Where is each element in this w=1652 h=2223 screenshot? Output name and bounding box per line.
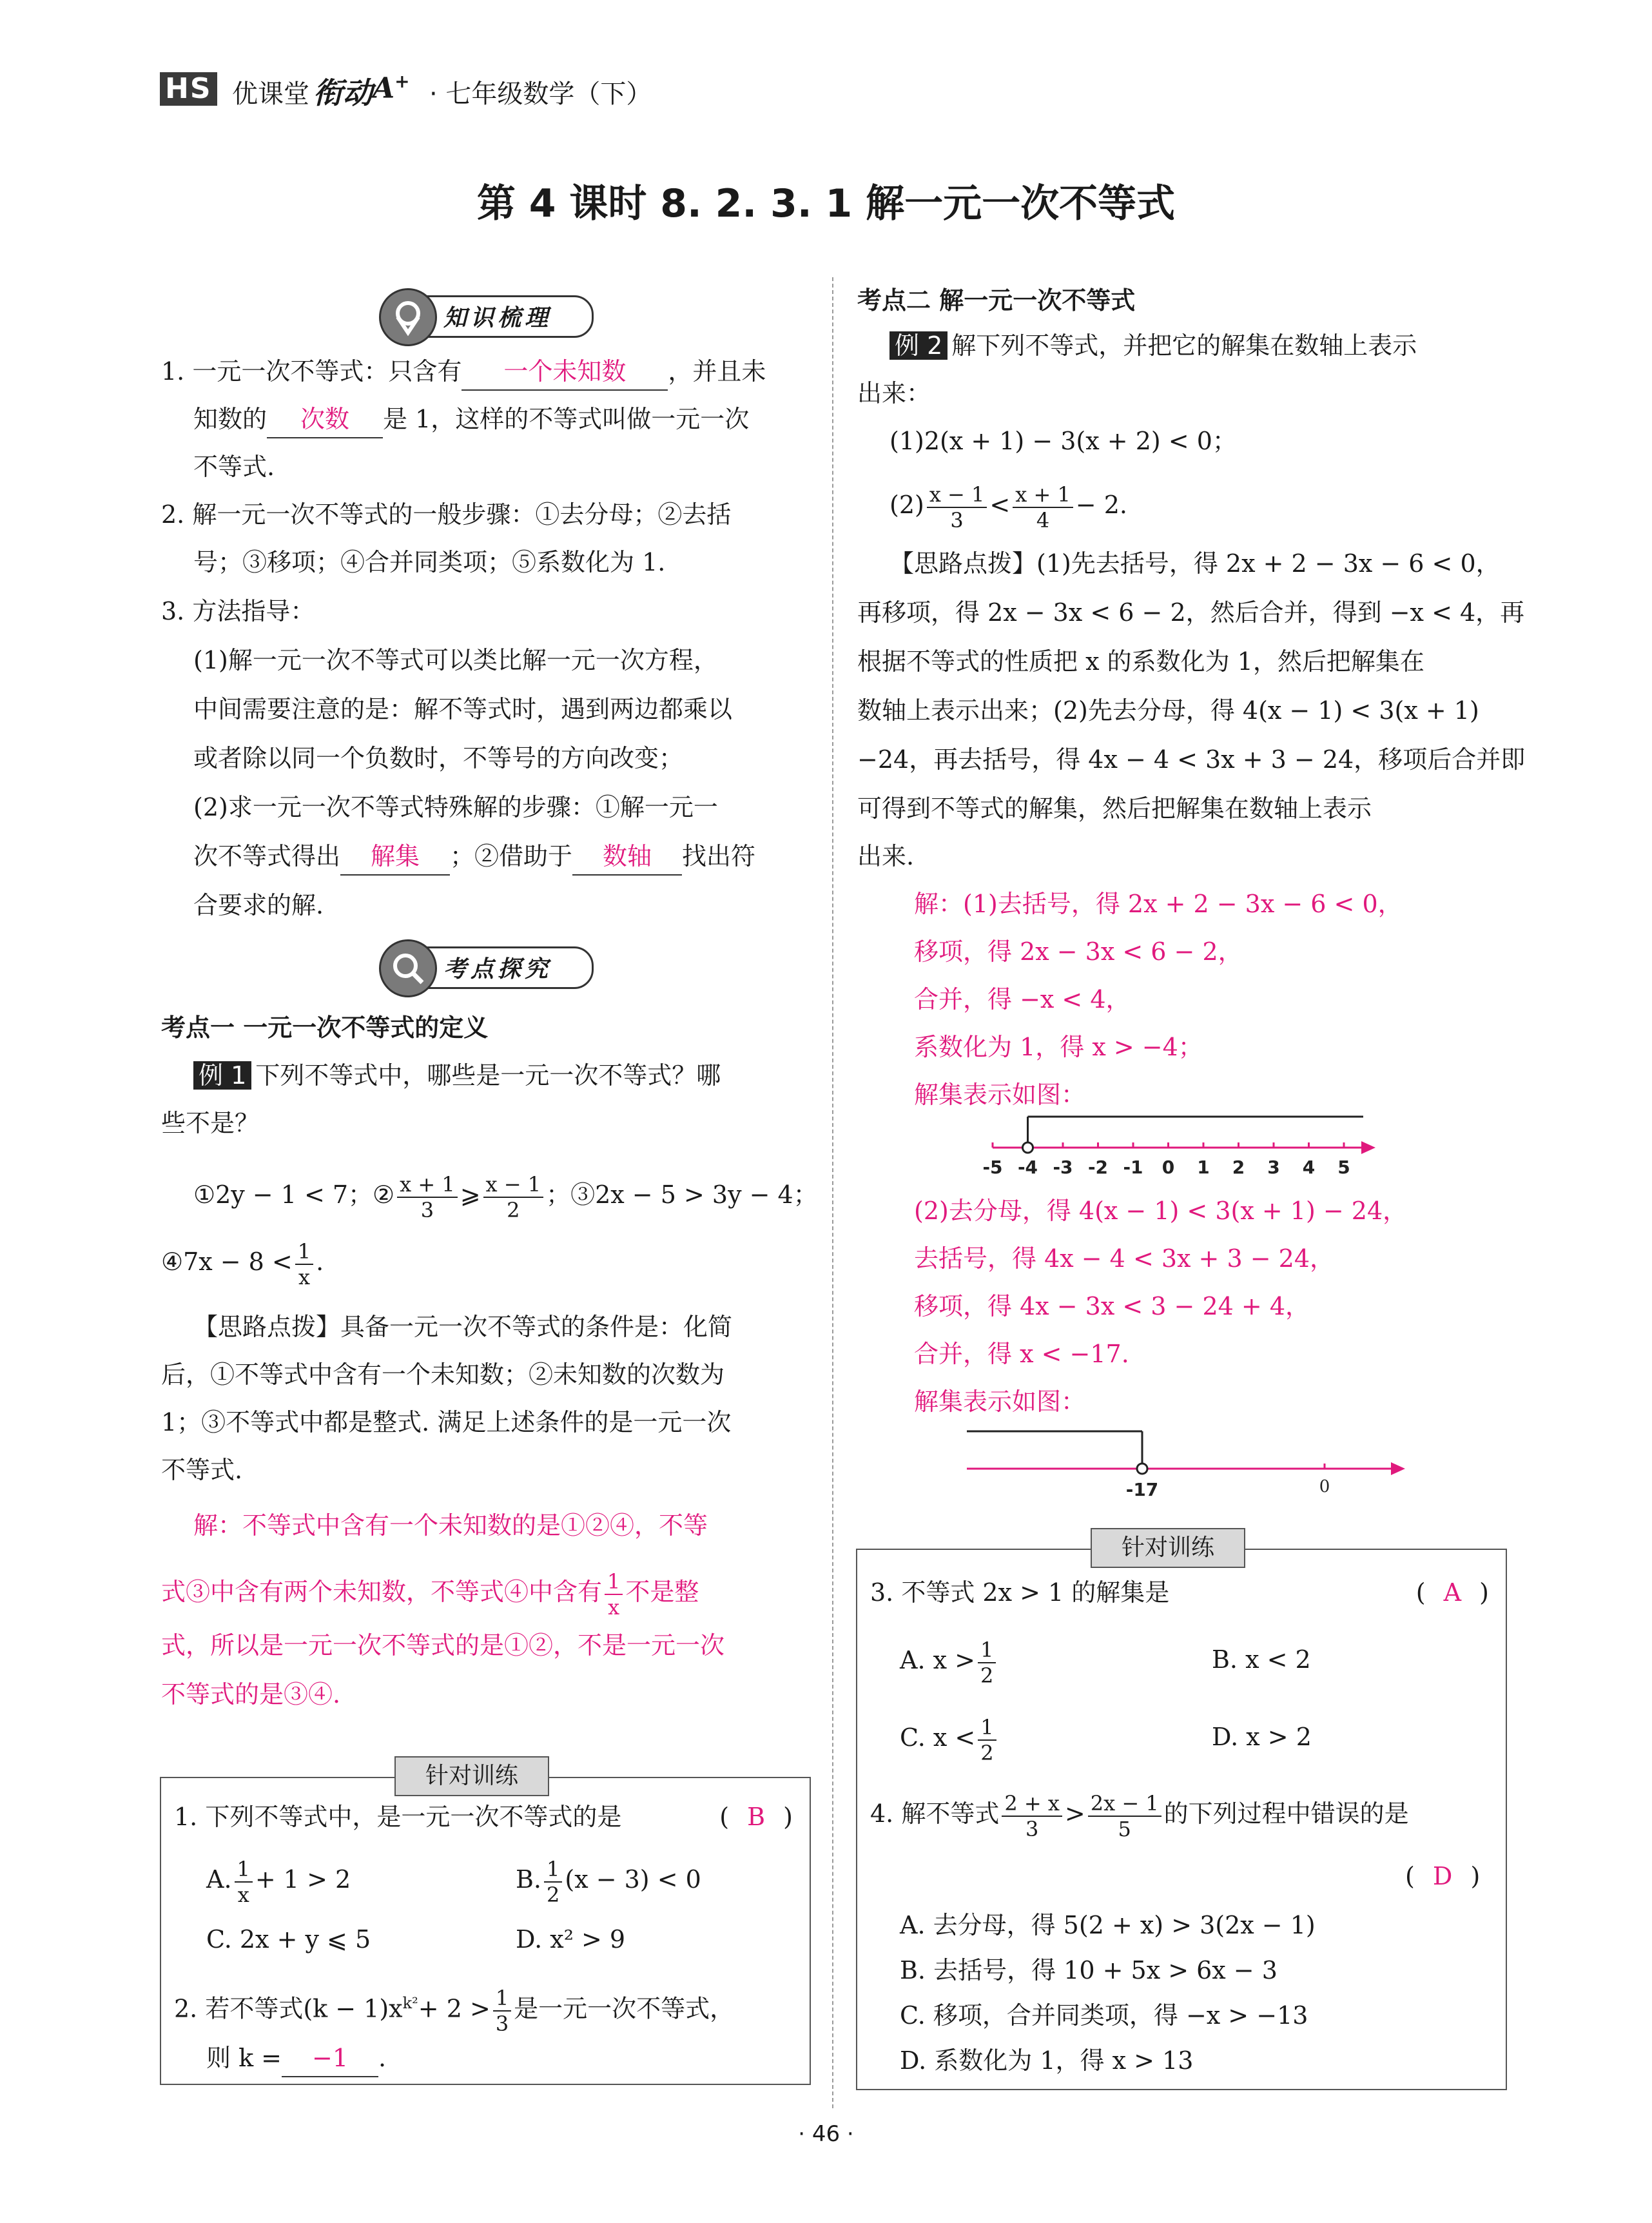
knowledge-p3-line1: 3. 方法指导： xyxy=(161,597,315,625)
practice1-q1: 1. 下列不等式中，是一元一次不等式的是 ( B ) xyxy=(174,1799,793,1835)
practice2-option-b: B. x < 2 xyxy=(1212,1645,1311,1674)
knowledge-p1-line2: 知数的 次数 是 1，这样的不等式叫做一元一次 xyxy=(193,401,749,438)
explore-badge-label: 考点探究 xyxy=(443,955,552,983)
example-tag: 例 2 xyxy=(889,331,947,360)
brand-name: 优课堂 xyxy=(232,79,309,109)
example1-formula-line1: ①2y − 1 < 7；② $\frac{x + 1}{3}$ ⩾ $\frac{x - 1}{2}$ ；③2x − 5 > 3y − 4； xyxy=(193,1171,818,1222)
example2-hint-line4: 数轴上表示出来；(2)先去分母，得 4(x − 1) < 3(x + 1) xyxy=(857,696,1479,725)
fraction: $\frac{1}{x}$ xyxy=(295,1239,313,1289)
answer-blank: 数轴 xyxy=(572,838,682,876)
page-header xyxy=(160,70,740,108)
example1-hint-line2: 后，①不等式中含有一个未知数；②未知数的次数为 xyxy=(161,1360,725,1389)
answer-blank: 次数 xyxy=(267,401,383,438)
fraction: $\frac{2 + x}{3}$ xyxy=(1002,1791,1062,1841)
knowledge-p2-line1: 2. 解一元一次不等式的一般步骤：①去分母；②去括 xyxy=(161,500,732,529)
practice2-q3: 3. 不等式 2x > 1 的解集是 ( A ) xyxy=(870,1574,1489,1611)
knowledge-p2-line2: 号；③移项；④合并同类项；⑤系数化为 1. xyxy=(193,548,666,576)
example2-hint-line1: 【思路点拨】(1)先去括号，得 2x + 2 − 3x − 6 < 0， xyxy=(889,549,1501,578)
axis-arrow xyxy=(1391,1462,1405,1475)
practice2-q4: 4. 解不等式 $\frac{2 + x}{3}$ > $\frac{2x - 1}{5}$ 的下列过程中错误的是 xyxy=(870,1790,1409,1841)
knowledge-p3-line2: (1)解一元一次不等式可以类比解一元一次方程， xyxy=(193,646,718,674)
grade-mark: A+ xyxy=(373,71,410,105)
practice1-option-d: D. x² > 9 xyxy=(516,1925,626,1954)
tick-label: -4 xyxy=(1017,1157,1038,1178)
open-point xyxy=(1137,1464,1147,1474)
example1-hint-line3: 1；③不等式中都是整式. 满足上述条件的是一元一次 xyxy=(161,1408,732,1436)
knowledge-p3-line4: 或者除以同一个负数时，不等号的方向改变； xyxy=(193,744,684,772)
page-title: 第 4 课时 8. 2. 3. 1 解一元一次不等式 xyxy=(476,181,1176,226)
answer: A xyxy=(1443,1578,1462,1607)
tick-label: 1 xyxy=(1197,1157,1210,1178)
example2-question-line2: 出来： xyxy=(857,379,931,407)
practice2-option-a: A. x > $\frac{1}{2}$ xyxy=(900,1631,998,1689)
tick-label: 5 xyxy=(1337,1157,1350,1178)
example2-expr1: (1)2(x + 1) − 3(x + 2) < 0； xyxy=(889,427,1237,455)
example2-expr2: (2) $\frac{x - 1}{3}$ < $\frac{x + 1}{4}$ − 2. xyxy=(889,482,1127,533)
column-divider xyxy=(832,277,833,2108)
tick-label: 2 xyxy=(1232,1157,1245,1178)
example-tag: 例 1 xyxy=(193,1061,251,1090)
knowledge-p3-line5: (2)求一元一次不等式特殊解的步骤：①解一元一 xyxy=(193,793,718,821)
book-subtitle: · 七年级数学（下） xyxy=(429,79,652,109)
knowledge-p3-line6: 次不等式得出 解集 ；②借助于 数轴 找出符 xyxy=(193,838,755,876)
fraction: $\frac{x - 1}{2}$ xyxy=(483,1172,544,1222)
example1-hint-line1: 【思路点拨】具备一元一次不等式的条件是：化简 xyxy=(193,1313,733,1341)
example2-solution-line10: 解集表示如图： xyxy=(914,1387,1086,1416)
magnifier-icon xyxy=(379,939,437,997)
practice2-option-c: C. x < $\frac{1}{2}$ xyxy=(900,1709,999,1767)
practice2-q4-option-b: B. 去括号，得 10 + 5x > 6x − 3 xyxy=(900,1956,1278,1984)
fraction: $\frac{1}{2}$ xyxy=(978,1715,996,1765)
tick-label-zero: 0 xyxy=(1319,1477,1330,1496)
example2-hint-line5: −24，再去括号，得 4x − 4 < 3x + 3 − 24，移项后合并即 xyxy=(857,745,1526,774)
example1-question-line1: 例 1 下列不等式中，哪些是一元一次不等式？哪 xyxy=(193,1057,721,1093)
practice1-option-b: B. $\frac{1}{2}$ (x − 3) < 0 xyxy=(516,1856,701,1907)
fraction: $\frac{1}{x}$ xyxy=(605,1569,623,1620)
practice-box-2-title: 针对训练 xyxy=(1091,1528,1245,1568)
kp2-heading: 考点二 解一元一次不等式 xyxy=(857,286,1136,315)
example2-hint-line2: 再移项，得 2x − 3x < 6 − 2，然后合并，得到 −x < 4，再 xyxy=(857,598,1525,627)
tick-label: 3 xyxy=(1267,1157,1280,1178)
practice2-q4-option-c: C. 移项，合并同类项，得 −x > −13 xyxy=(900,2001,1308,2030)
practice2-q4-answer: ( D ) xyxy=(1405,1862,1481,1890)
fraction: $\frac{1}{x}$ xyxy=(235,1857,253,1907)
practice1-option-a: A. $\frac{1}{x}$ + 1 > 2 xyxy=(206,1856,351,1907)
example2-solution-line4: 系数化为 1，得 x > −4； xyxy=(914,1033,1203,1061)
tick-label: 0 xyxy=(1161,1157,1175,1178)
example2-solution-line1: 解：(1)去括号，得 2x + 2 − 3x − 6 < 0， xyxy=(914,890,1403,918)
fraction: $\frac{x - 1}{3}$ xyxy=(927,482,987,533)
example2-hint-line7: 出来. xyxy=(857,842,915,870)
answer-paren: ( A ) xyxy=(1415,1578,1489,1607)
example1-solution-line2: 式③中含有两个未知数，不等式④中含有 $\frac{1}{x}$ 不是整 xyxy=(161,1569,699,1620)
answer-paren: ( B ) xyxy=(719,1803,793,1831)
number-line-1 xyxy=(980,1109,1379,1193)
example2-hint-line6: 可得到不等式的解集，然后把解集在数轴上表示 xyxy=(857,794,1372,823)
knowledge-p3-line7: 合要求的解. xyxy=(193,891,324,919)
practice1-q2: 2. 若不等式$(k - 1)x^{k^2}+ 2$ > $\frac{1}{3}$ 是一元一次不等式， xyxy=(174,1986,735,2037)
fraction: $\frac{x + 1}{4}$ xyxy=(1013,482,1073,533)
tick-label: -5 xyxy=(982,1157,1003,1178)
example2-solution-line7: 去括号，得 4x − 4 < 3x + 3 − 24， xyxy=(914,1244,1334,1273)
brand-script: 衔动 xyxy=(313,75,373,110)
example2-solution-line6: (2)去分母，得 4(x − 1) < 3(x + 1) − 24， xyxy=(914,1197,1408,1225)
example2-question-line1: 例 2 解下列不等式，并把它的解集在数轴上表示 xyxy=(889,328,1417,364)
page-number: · 46 · xyxy=(798,2121,854,2147)
example2-solution-line5: 解集表示如图： xyxy=(914,1081,1086,1109)
answer: D xyxy=(1432,1862,1453,1890)
practice-box-1-title: 针对训练 xyxy=(394,1756,549,1796)
knowledge-p3-line3: 中间需要注意的是：解不等式时，遇到两边都乘以 xyxy=(193,695,733,723)
example2-solution-line9: 合并，得 x < −17. xyxy=(914,1340,1129,1368)
example2-hint-line3: 根据不等式的性质把 x 的系数化为 1，然后把解集在 xyxy=(857,647,1424,676)
hs-logo: HS xyxy=(160,72,217,106)
tick-label: -1 xyxy=(1123,1157,1143,1178)
fraction: $\frac{1}{2}$ xyxy=(544,1857,562,1907)
location-pin-icon xyxy=(379,288,437,346)
tick-label-left: -17 xyxy=(1125,1479,1159,1500)
knowledge-p1-line1: 1. 一元一次不等式：只含有 一个未知数 ，并且未 xyxy=(161,353,766,391)
fraction: $\frac{x + 1}{3}$ xyxy=(397,1172,458,1222)
practice2-q4-option-a: A. 去分母，得 5(2 + x) > 3(2x − 1) xyxy=(900,1911,1316,1939)
fraction: $\frac{1}{2}$ xyxy=(978,1638,996,1688)
example1-solution-line4: 不等式的是③④. xyxy=(161,1680,341,1709)
answer-blank: −1 xyxy=(282,2040,378,2077)
practice2-option-d: D. x > 2 xyxy=(1212,1723,1312,1751)
example1-solution-line3: 式，所以是一元一次不等式的是①②，不是一元一次 xyxy=(161,1631,725,1660)
knowledge-badge xyxy=(390,295,594,338)
knowledge-badge-label: 知识梳理 xyxy=(443,304,552,331)
example1-solution-line1: 解：不等式中含有一个未知数的是①②④，不等 xyxy=(193,1511,708,1540)
axis-arrow xyxy=(1361,1141,1375,1154)
practice1-option-c: C. 2x + y ⩽ 5 xyxy=(206,1925,371,1954)
tick-label: -2 xyxy=(1087,1157,1109,1178)
number-line-2 xyxy=(954,1418,1418,1502)
example1-question-line2: 些不是？ xyxy=(161,1109,260,1137)
example2-solution-line2: 移项，得 2x − 3x < 6 − 2， xyxy=(914,937,1243,966)
fraction: $\frac{2x - 1}{5}$ xyxy=(1088,1791,1161,1841)
practice2-q4-option-d: D. 系数化为 1，得 x > 13 xyxy=(900,2046,1194,2075)
example1-hint-line4: 不等式. xyxy=(161,1456,243,1484)
example2-solution-line3: 合并，得 −x < 4， xyxy=(914,985,1131,1014)
answer-blank: 解集 xyxy=(340,838,450,876)
fraction: $\frac{1}{3}$ xyxy=(493,1986,511,2036)
practice1-q2-line2: 则 k = −1 . xyxy=(206,2040,386,2077)
open-point xyxy=(1023,1142,1033,1153)
tick-label: 4 xyxy=(1302,1157,1316,1178)
tick-label: -3 xyxy=(1053,1157,1073,1178)
answer-blank: 一个未知数 xyxy=(462,353,668,391)
explore-badge xyxy=(390,946,594,989)
kp1-heading: 考点一 一元一次不等式的定义 xyxy=(161,1014,489,1042)
answer: B xyxy=(747,1803,766,1831)
example2-solution-line8: 移项，得 4x − 3x < 3 − 24 + 4， xyxy=(914,1292,1310,1320)
knowledge-p1-line3: 不等式. xyxy=(193,453,275,481)
example1-formula-line2: ④7x − 8 < $\frac{1}{x}$ . xyxy=(161,1239,324,1289)
